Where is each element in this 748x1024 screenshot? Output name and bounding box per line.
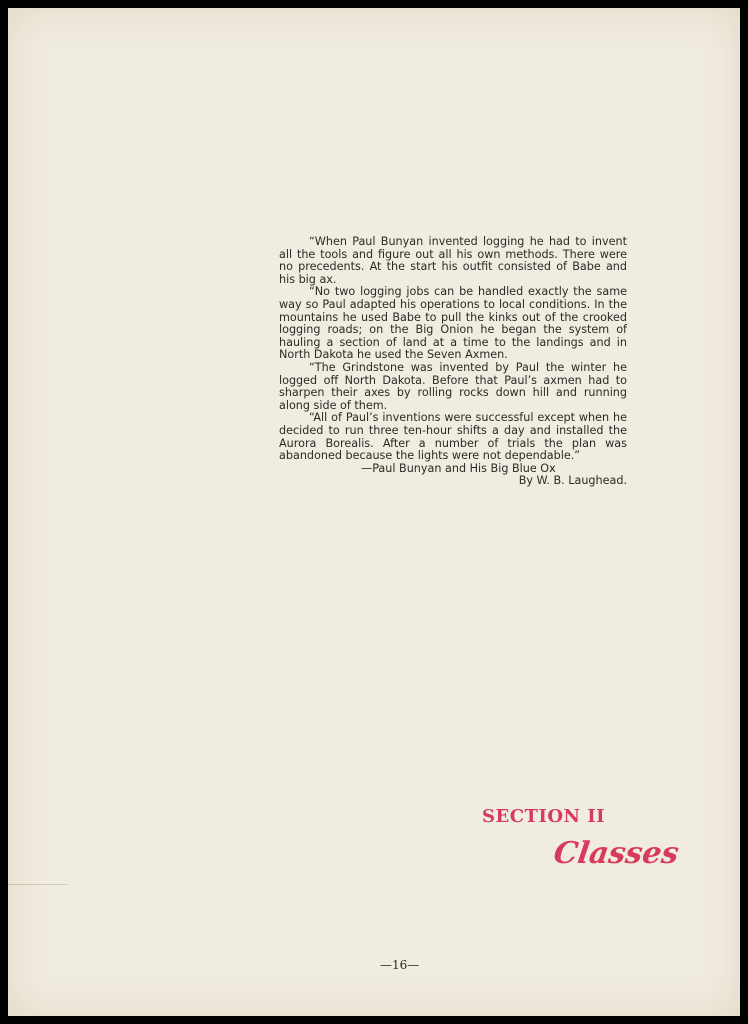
document-page	[8, 8, 740, 1016]
quote-block	[279, 236, 627, 488]
quote-paragraph: “All of Paul’s inventions were successful except when he decided to run three ten-hour shifts a day and installed the Aurora Borealis. After a number of trials the plan was abandoned because the lights were not dependable.”	[279, 411, 627, 463]
quote-paragraph: “When Paul Bunyan invented logging he had to invent all the tools and figure out all his own methods. There were no precedents. At the start his outfit consisted of Babe and his big ax.	[279, 235, 627, 286]
quote-paragraph: “The Grindstone was invented by Paul the winter he logged off North Dakota. Before that Paul’s axmen had to sharpen their axes by rolling rocks down hill and running along side of them.	[279, 360, 627, 412]
section-label: SECTION II	[482, 806, 606, 827]
source-title: —Paul Bunyan and His Big Blue Ox	[361, 461, 556, 475]
quote-paragraph: “No two logging jobs can be handled exactly the same way so Paul adapted his operations to local conditions. In the mountains he used Babe to pull the kinks out of the crooked logging roads; on the Big Onion he began the system of hauling a section of land at a time to the landings and in North Dakota he used the Seven Axmen.	[279, 285, 627, 362]
source-author: By W. B. Laughead.	[518, 474, 627, 488]
section-title: Classes	[551, 836, 681, 871]
page-number: —16—	[380, 958, 420, 972]
paper-crease	[8, 884, 68, 885]
quote-attribution	[279, 463, 627, 488]
